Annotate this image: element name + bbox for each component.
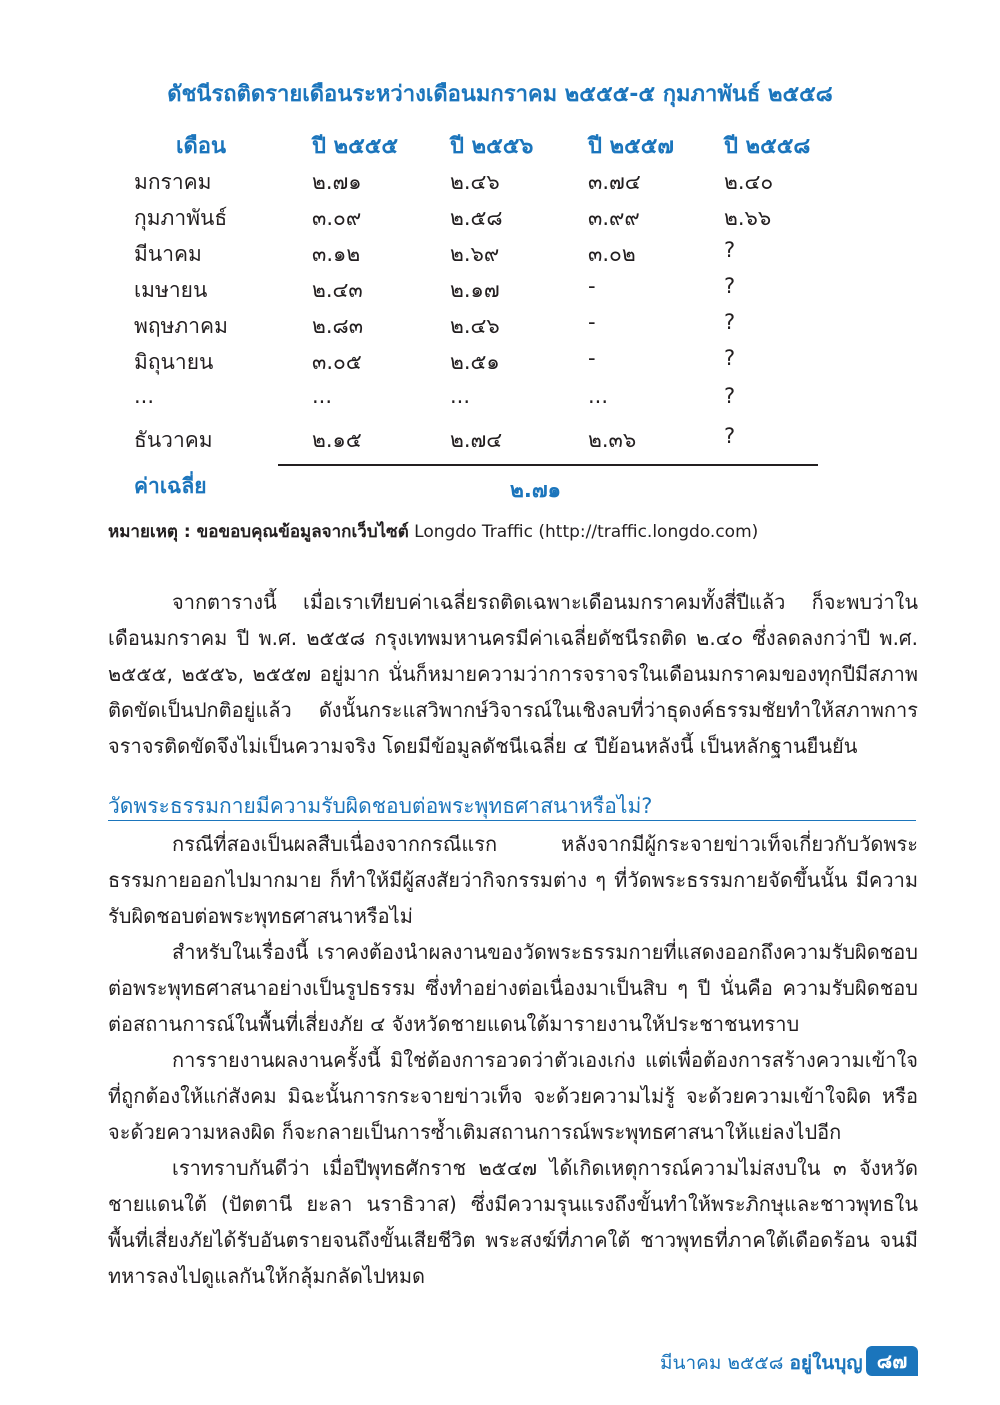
table-cell: ๓.๐๒ xyxy=(588,242,636,266)
paragraph-text: จากตารางนี้ เมื่อเราเทียบค่าเฉลี่ยรถติดเฉพาะเดือนมกราคมทั้งสี่ปีแล้ว ก็จะพบว่าในเดือนมกราคม ปี พ.ศ. ๒๕๕๘ กรุงเทพมหานครมีค่าเฉลี่ยดัชนีรถติด ๒.๔๐ ซึ่งลดลงกว่าปี พ.ศ. ๒๕๕๕, ๒๕๕๖, ๒๕๕๗ อยู่มาก นั่นก็หมายความว่าการจราจรในเดือนมกราคมของทุกปีมีสภาพติดขัดเป็นปกติอยู่แล้ว ดังนั้นกระแสวิพากษ์วิจารณ์ในเชิงลบที่ว่าธุดงค์ธรรมชัยทำให้สภาพการจราจรติดขัดจึงไม่เป็นความจริง โดยมีข้อมูลดัชนีเฉลี่ย ๔ ปีย้อนหลังนี้ เป็นหลักฐานยืนยัน xyxy=(108,590,918,758)
table-header-cell: ปี ๒๕๕๖ xyxy=(450,134,534,159)
paragraph xyxy=(108,934,918,1042)
table-cell: ๓.๗๔ xyxy=(588,170,641,194)
average-divider xyxy=(278,464,818,466)
average-value: ๒.๗๑ xyxy=(510,478,561,502)
table-cell: ๒.๔๐ xyxy=(724,170,774,194)
table-cell: ๒.๑๕ xyxy=(312,428,362,452)
table-cell: ? xyxy=(724,274,736,298)
table-row xyxy=(0,384,1000,418)
table-cell: ๓.๙๙ xyxy=(588,206,640,230)
table-row xyxy=(0,274,1000,308)
table-cell: ๒.๑๗ xyxy=(450,278,500,302)
paragraph-text: สำหรับในเรื่องนี้ เราคงต้องนำผลงานของวัดพระธรรมกายที่แสดงออกถึงความรับผิดชอบต่อพระพุทธศาสนาอย่างเป็นรูปธรรม ซึ่งทำอย่างต่อเนื่องมาเป็นสิบ ๆ ปี นั่นคือ ความรับผิดชอบต่อสถานการณ์ในพื้นที่เสี่ยงภัย ๔ จังหวัดชายแดนใต้มารายงานให้ประชาชนทราบ xyxy=(108,940,918,1036)
page-number: ๘๗ xyxy=(866,1346,918,1376)
table-cell: - xyxy=(588,274,596,298)
paragraph-text: การรายงานผลงานครั้งนี้ มิใช่ต้องการอวดว่าตัวเองเก่ง แต่เพื่อต้องการสร้างความเข้าใจที่ถูกต้องให้แก่สังคม มิฉะนั้นการกระจายข่าวเท็จ จะด้วยความไม่รู้ จะด้วยความเข้าใจผิด หรือจะด้วยความหลงผิด ก็จะกลายเป็นการซ้ำเติมสถานการณ์พระพุทธศาสนาให้แย่ลงไปอีก xyxy=(108,1048,918,1144)
paragraph xyxy=(108,584,918,764)
paragraph-text: กรณีที่สองเป็นผลสืบเนื่องจากกรณีแรก หลังจากมีผู้กระจายข่าวเท็จเกี่ยวกับวัดพระธรรมกายออกไปมากมาย ก็ทำให้มีผู้สงสัยว่ากิจกรรมต่าง ๆ ที่วัดพระธรรมกายจัดขึ้นนั้น มีความรับผิดชอบต่อพระพุทธศาสนาหรือไม่ xyxy=(108,832,918,928)
average-label: ค่าเฉลี่ย xyxy=(134,474,207,498)
table-cell: มิถุนายน xyxy=(134,350,214,374)
table-cell: ? xyxy=(724,238,736,262)
table-cell: ๒.๕๘ xyxy=(450,206,503,230)
footer-issue: มีนาคม ๒๕๕๘ xyxy=(660,1352,784,1374)
table-cell: พฤษภาคม xyxy=(134,314,228,338)
table-row xyxy=(0,346,1000,380)
table-cell: ? xyxy=(724,310,736,334)
table-cell: ๓.๐๕ xyxy=(312,350,362,374)
table-row xyxy=(0,424,1000,458)
table-cell: ... xyxy=(450,384,471,408)
table-cell: มกราคม xyxy=(134,170,212,194)
paragraph xyxy=(108,1042,918,1150)
table-cell: ๓.๑๒ xyxy=(312,242,361,266)
table-cell: กุมภาพันธ์ xyxy=(134,206,228,230)
table-cell: ? xyxy=(724,346,736,370)
paragraph xyxy=(108,1150,918,1294)
table-header-row xyxy=(0,128,1000,162)
table-cell: ๒.๗๔ xyxy=(450,428,503,452)
table-header-cell: เดือน xyxy=(176,134,227,159)
table-cell: ๒.๗๑ xyxy=(312,170,362,194)
table-cell: ๒.๔๓ xyxy=(312,278,363,302)
table-cell: เมษายน xyxy=(134,278,208,302)
table-cell: ธันวาคม xyxy=(134,428,213,452)
table-cell: ๒.๕๑ xyxy=(450,350,500,374)
table-title: ดัชนีรถติดรายเดือนระหว่างเดือนมกราคม ๒๕๕๕-๕ กุมภาพันธ์ ๒๕๕๘ xyxy=(167,82,833,107)
table-cell: มีนาคม xyxy=(134,242,202,266)
table-cell: ๒.๔๖ xyxy=(450,314,500,338)
table-cell: ... xyxy=(312,384,333,408)
table-row xyxy=(0,166,1000,200)
table-header-cell: ปี ๒๕๕๗ xyxy=(588,134,674,159)
table-cell: ? xyxy=(724,424,736,448)
footer-magazine: อยู่ในบุญ xyxy=(789,1352,863,1374)
paragraph xyxy=(108,826,918,934)
table-cell: ๒.๓๖ xyxy=(588,428,637,452)
table-cell: ... xyxy=(134,384,155,408)
page-footer xyxy=(660,1348,863,1378)
table-cell: ๒.๘๓ xyxy=(312,314,364,338)
note-source: Longdo Traffic (http://traffic.longdo.com) xyxy=(414,522,759,542)
table-cell: ๒.๔๖ xyxy=(450,170,500,194)
table-cell: - xyxy=(588,346,596,370)
table-row xyxy=(0,310,1000,344)
table-cell: ... xyxy=(588,384,609,408)
section-underline xyxy=(108,820,916,821)
paragraph-text: เราทราบกันดีว่า เมื่อปีพุทธศักราช ๒๕๔๗ ได้เกิดเหตุการณ์ความไม่สงบใน ๓ จังหวัดชายแดนใต้ (ปัตตานี ยะลา นราธิวาส) ซึ่งมีความรุนแรงถึงขั้นทำให้พระภิกษุและชาวพุทธในพื้นที่เสี่ยงภัยได้รับอันตรายจนถึงขั้นเสียชีวิต พระสงฆ์ที่ภาคใต้ ชาวพุทธที่ภาคใต้เดือดร้อน จนมีทหารลงไปดูแลกันให้กลุ้มกลัดไปหมด xyxy=(108,1156,918,1288)
table-cell: ๒.๖๖ xyxy=(724,206,772,230)
table-cell: ๒.๖๙ xyxy=(450,242,500,266)
table-cell: - xyxy=(588,310,596,334)
table-cell: ๓.๐๙ xyxy=(312,206,362,230)
section-heading: วัดพระธรรมกายมีความรับผิดชอบต่อพระพุทธศาสนาหรือไม่? xyxy=(108,794,653,818)
table-cell: ? xyxy=(724,384,736,408)
table-row xyxy=(0,202,1000,236)
table-note xyxy=(108,518,758,545)
note-label: หมายเหตุ : ขอขอบคุณข้อมูลจากเว็บไซต์ xyxy=(108,522,409,542)
table-header-cell: ปี ๒๕๕๘ xyxy=(724,134,811,159)
table-header-cell: ปี ๒๕๕๕ xyxy=(312,134,399,159)
table-row xyxy=(0,238,1000,272)
